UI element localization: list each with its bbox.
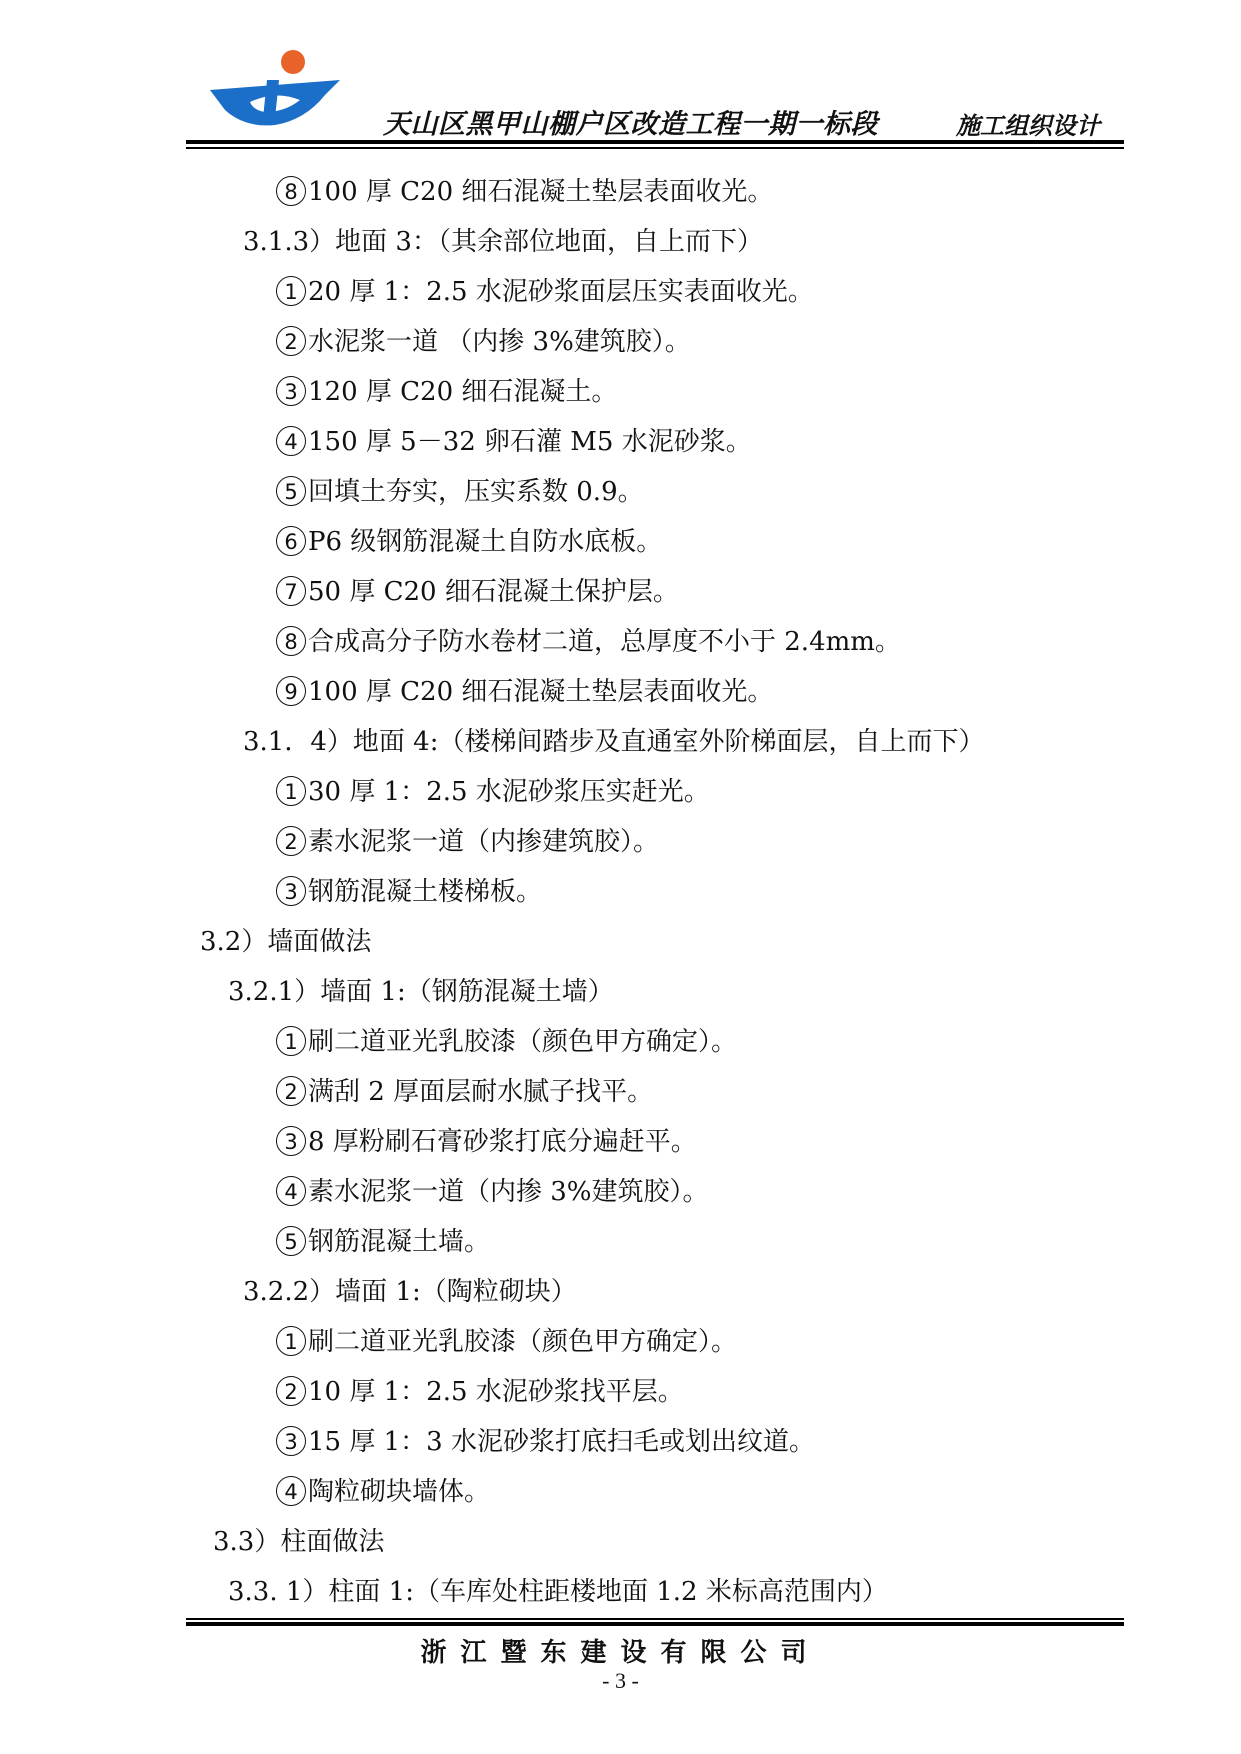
circled-number: 5 <box>276 476 306 506</box>
circled-number: 8 <box>276 176 306 206</box>
line-text: 3.3. 1）柱面 1:（车库处柱距楼地面 1.2 米标高范围内） <box>228 1577 888 1607</box>
section-heading <box>200 925 371 959</box>
list-item <box>276 1425 815 1459</box>
circled-number: 4 <box>276 1476 306 1506</box>
line-text: 100 厚 C20 细石混凝土垫层表面收光。 <box>308 177 774 207</box>
circled-number: 8 <box>276 626 306 656</box>
list-item <box>276 1125 697 1159</box>
line-text: 30 厚 1：2.5 水泥砂浆压实赶光。 <box>308 777 710 807</box>
list-item <box>276 525 662 559</box>
line-text: 100 厚 C20 细石混凝土垫层表面收光。 <box>308 677 774 707</box>
page-number: - 3 - <box>602 1668 639 1693</box>
circled-number: 2 <box>276 826 306 856</box>
circled-number: 4 <box>276 1176 306 1206</box>
footer-company-name: 浙江暨东建设有限公司 <box>420 1638 821 1668</box>
list-item <box>276 625 901 659</box>
list-item <box>276 275 814 309</box>
circled-number: 3 <box>276 876 306 906</box>
line-text: 20 厚 1：2.5 水泥砂浆面层压实表面收光。 <box>308 277 814 307</box>
circled-number: 5 <box>276 1226 306 1256</box>
line-text: 刷二道亚光乳胶漆（颜色甲方确定）。 <box>308 1327 738 1357</box>
header-rule-thick <box>186 140 1124 144</box>
line-text: 合成高分子防水卷材二道，总厚度不小于 2.4mm。 <box>308 627 901 657</box>
circled-number: 9 <box>276 676 306 706</box>
section-heading <box>243 1275 577 1309</box>
line-text: 3.2.2）墙面 1:（陶粒砌块） <box>243 1277 577 1307</box>
list-item <box>276 175 773 209</box>
line-text: 水泥浆一道 （内掺 3%建筑胶）。 <box>308 327 691 357</box>
circled-number: 1 <box>276 276 306 306</box>
circled-number: 2 <box>276 1076 306 1106</box>
circled-number: 7 <box>276 576 306 606</box>
list-item <box>276 775 710 809</box>
line-text: 10 厚 1：2.5 水泥砂浆找平层。 <box>308 1377 684 1407</box>
line-text: 刷二道亚光乳胶漆（颜色甲方确定）。 <box>308 1027 738 1057</box>
header-rule-thin <box>186 147 1124 149</box>
list-item <box>276 1025 737 1059</box>
line-text: 3.3）柱面做法 <box>213 1527 385 1557</box>
line-text: 钢筋混凝土墙。 <box>308 1227 491 1257</box>
footer-rule-thin <box>186 1618 1124 1620</box>
list-item <box>276 1175 709 1209</box>
line-text: 素水泥浆一道（内掺建筑胶）。 <box>308 827 660 857</box>
header-title: 天山区黑甲山棚户区改造工程一期一标段 <box>383 109 878 140</box>
circled-number: 1 <box>276 776 306 806</box>
list-item <box>276 375 617 409</box>
line-text: 120 厚 C20 细石混凝土。 <box>308 377 618 407</box>
line-text: 3.1.3）地面 3：（其余部位地面，自上而下） <box>243 227 763 257</box>
line-text: 15 厚 1：3 水泥砂浆打底扫毛或划出纹道。 <box>308 1427 815 1457</box>
section-heading <box>228 1575 888 1609</box>
list-item <box>276 875 542 909</box>
circled-number: 3 <box>276 376 306 406</box>
line-text: 满刮 2 厚面层耐水腻子找平。 <box>308 1077 654 1107</box>
line-text: 陶粒砌块墙体。 <box>308 1477 491 1507</box>
line-text: 回填土夯实，压实系数 0.9。 <box>308 477 644 507</box>
circled-number: 1 <box>276 1026 306 1056</box>
list-item <box>276 1475 490 1509</box>
line-text: 8 厚粉刷石膏砂浆打底分遍赶平。 <box>308 1127 697 1157</box>
circled-number: 6 <box>276 526 306 556</box>
line-text: 3.2）墙面做法 <box>200 927 372 957</box>
circled-number: 3 <box>276 1126 306 1156</box>
footer-rule-thick <box>186 1622 1124 1626</box>
list-item <box>276 575 679 609</box>
circled-number: 4 <box>276 426 306 456</box>
list-item <box>276 1325 737 1359</box>
list-item <box>276 675 773 709</box>
page-header <box>0 0 1241 150</box>
list-item <box>276 425 752 459</box>
list-item <box>276 825 659 859</box>
circled-number: 1 <box>276 1326 306 1356</box>
list-item <box>276 325 691 359</box>
line-text: 3.2.1）墙面 1:（钢筋混凝土墙） <box>228 977 614 1007</box>
circled-number: 2 <box>276 1376 306 1406</box>
list-item <box>276 1375 684 1409</box>
list-item <box>276 1225 490 1259</box>
circled-number: 2 <box>276 326 306 356</box>
company-logo <box>205 40 345 135</box>
list-item <box>276 1075 653 1109</box>
line-text: P6 级钢筋混凝土自防水底板。 <box>308 527 663 557</box>
header-subtitle: 施工组织设计 <box>956 112 1100 140</box>
section-heading <box>243 725 984 759</box>
section-heading <box>243 225 763 259</box>
line-text: 150 厚 5－32 卵石灌 M5 水泥砂浆。 <box>308 427 752 457</box>
list-item <box>276 475 644 509</box>
section-heading <box>213 1525 384 1559</box>
line-text: 素水泥浆一道（内掺 3%建筑胶）。 <box>308 1177 709 1207</box>
line-text: 钢筋混凝土楼梯板。 <box>308 877 543 907</box>
line-text: 3.1．4）地面 4:（楼梯间踏步及直通室外阶梯面层，自上而下） <box>243 727 985 757</box>
section-heading <box>228 975 614 1009</box>
line-text: 50 厚 C20 细石混凝土保护层。 <box>308 577 679 607</box>
circled-number: 3 <box>276 1426 306 1456</box>
